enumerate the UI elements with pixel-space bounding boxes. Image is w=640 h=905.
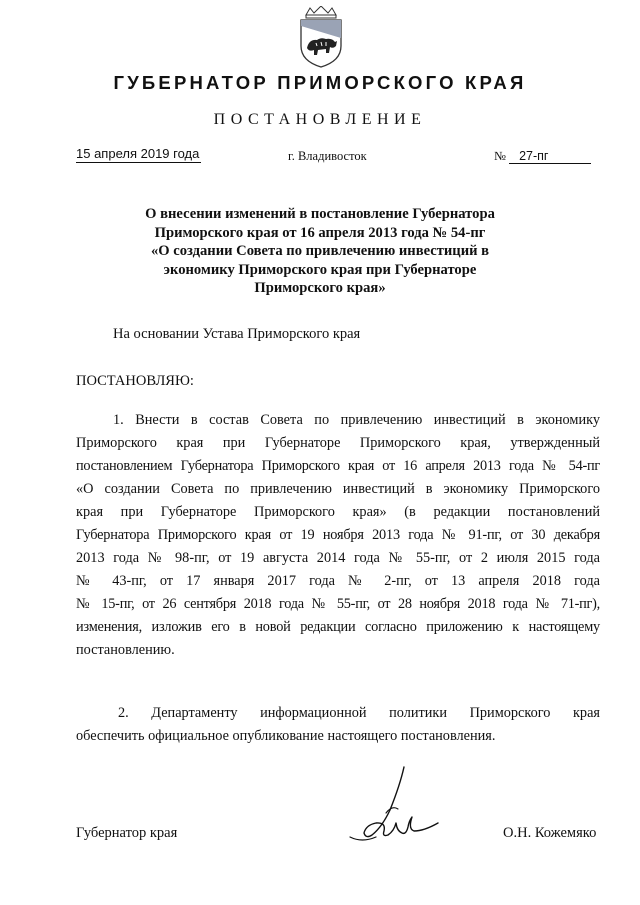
paragraph-line: № 15-пг, от 26 сентября 2018 года № 55-пг, от 28 ноября 2018 года № 71-пг), bbox=[76, 596, 600, 612]
paragraph-line: 2. Департаменту информационной политики Приморского края bbox=[118, 705, 600, 721]
heading-line: Приморского края» bbox=[254, 280, 386, 296]
authority-title: ГУБЕРНАТОР ПРИМОРСКОГО КРАЯ bbox=[113, 72, 527, 93]
heading-line: экономику Приморского края при Губернаторе bbox=[163, 261, 477, 278]
paragraph-line: Приморского края при Губернаторе Приморского края, утвержденный bbox=[76, 435, 600, 451]
paragraph-line: 2013 года № 98-пг, от 19 августа 2014 года № 55-пг, от 2 июля 2015 года bbox=[76, 550, 600, 566]
coat-of-arms-icon bbox=[296, 6, 346, 68]
number-sign: № bbox=[494, 149, 506, 163]
paragraph-line: постановлением Губернатора Приморского края от 16 апреля 2013 года № 54-пг bbox=[76, 458, 600, 474]
document-city: г. Владивосток bbox=[288, 149, 367, 163]
paragraph-line: обеспечить официальное опубликование настоящего постановления. bbox=[76, 728, 496, 744]
paragraph-line: № 43-пг, от 17 января 2017 года № 2-пг, от 13 апреля 2018 года bbox=[76, 573, 600, 589]
legal-basis: На основании Устава Приморского края bbox=[113, 326, 361, 342]
heading-line: «О создании Совета по привлечению инвестиций в bbox=[150, 243, 490, 259]
number-value: 27-пг bbox=[509, 149, 591, 164]
handwritten-signature bbox=[342, 765, 442, 855]
document-date: 15 апреля 2019 года bbox=[76, 146, 200, 161]
document-number bbox=[494, 149, 591, 164]
paragraph-2 bbox=[76, 702, 600, 748]
signer-name: О.Н. Кожемяко bbox=[503, 825, 597, 841]
document-type: ПОСТАНОВЛЕНИЕ bbox=[213, 111, 427, 128]
heading-line: Приморского края от 16 апреля 2013 года № 54-пг bbox=[154, 224, 486, 241]
decree-word: ПОСТАНОВЛЯЮ: bbox=[76, 373, 194, 389]
heading-line: О внесении изменений в постановление Губернатора bbox=[145, 206, 495, 222]
paragraph-line: «О создании Совета по привлечению инвестиций в экономику Приморского bbox=[76, 481, 600, 497]
paragraph-line: края при Губернаторе Приморского края» (в редакции постановлений bbox=[76, 504, 600, 520]
paragraph-1 bbox=[76, 409, 600, 662]
document-heading bbox=[120, 205, 520, 298]
paragraph-line: постановлению. bbox=[76, 642, 175, 658]
paragraph-line: 1. Внести в состав Совета по привлечению инвестиций в экономику bbox=[113, 412, 600, 428]
signer-position: Губернатор края bbox=[76, 825, 178, 841]
paragraph-line: изменения, изложив его в новой редакции согласно приложению к настоящему bbox=[76, 619, 600, 635]
paragraph-line: Губернатора Приморского края от 19 ноября 2013 года № 91-пг, от 30 декабря bbox=[76, 527, 600, 543]
